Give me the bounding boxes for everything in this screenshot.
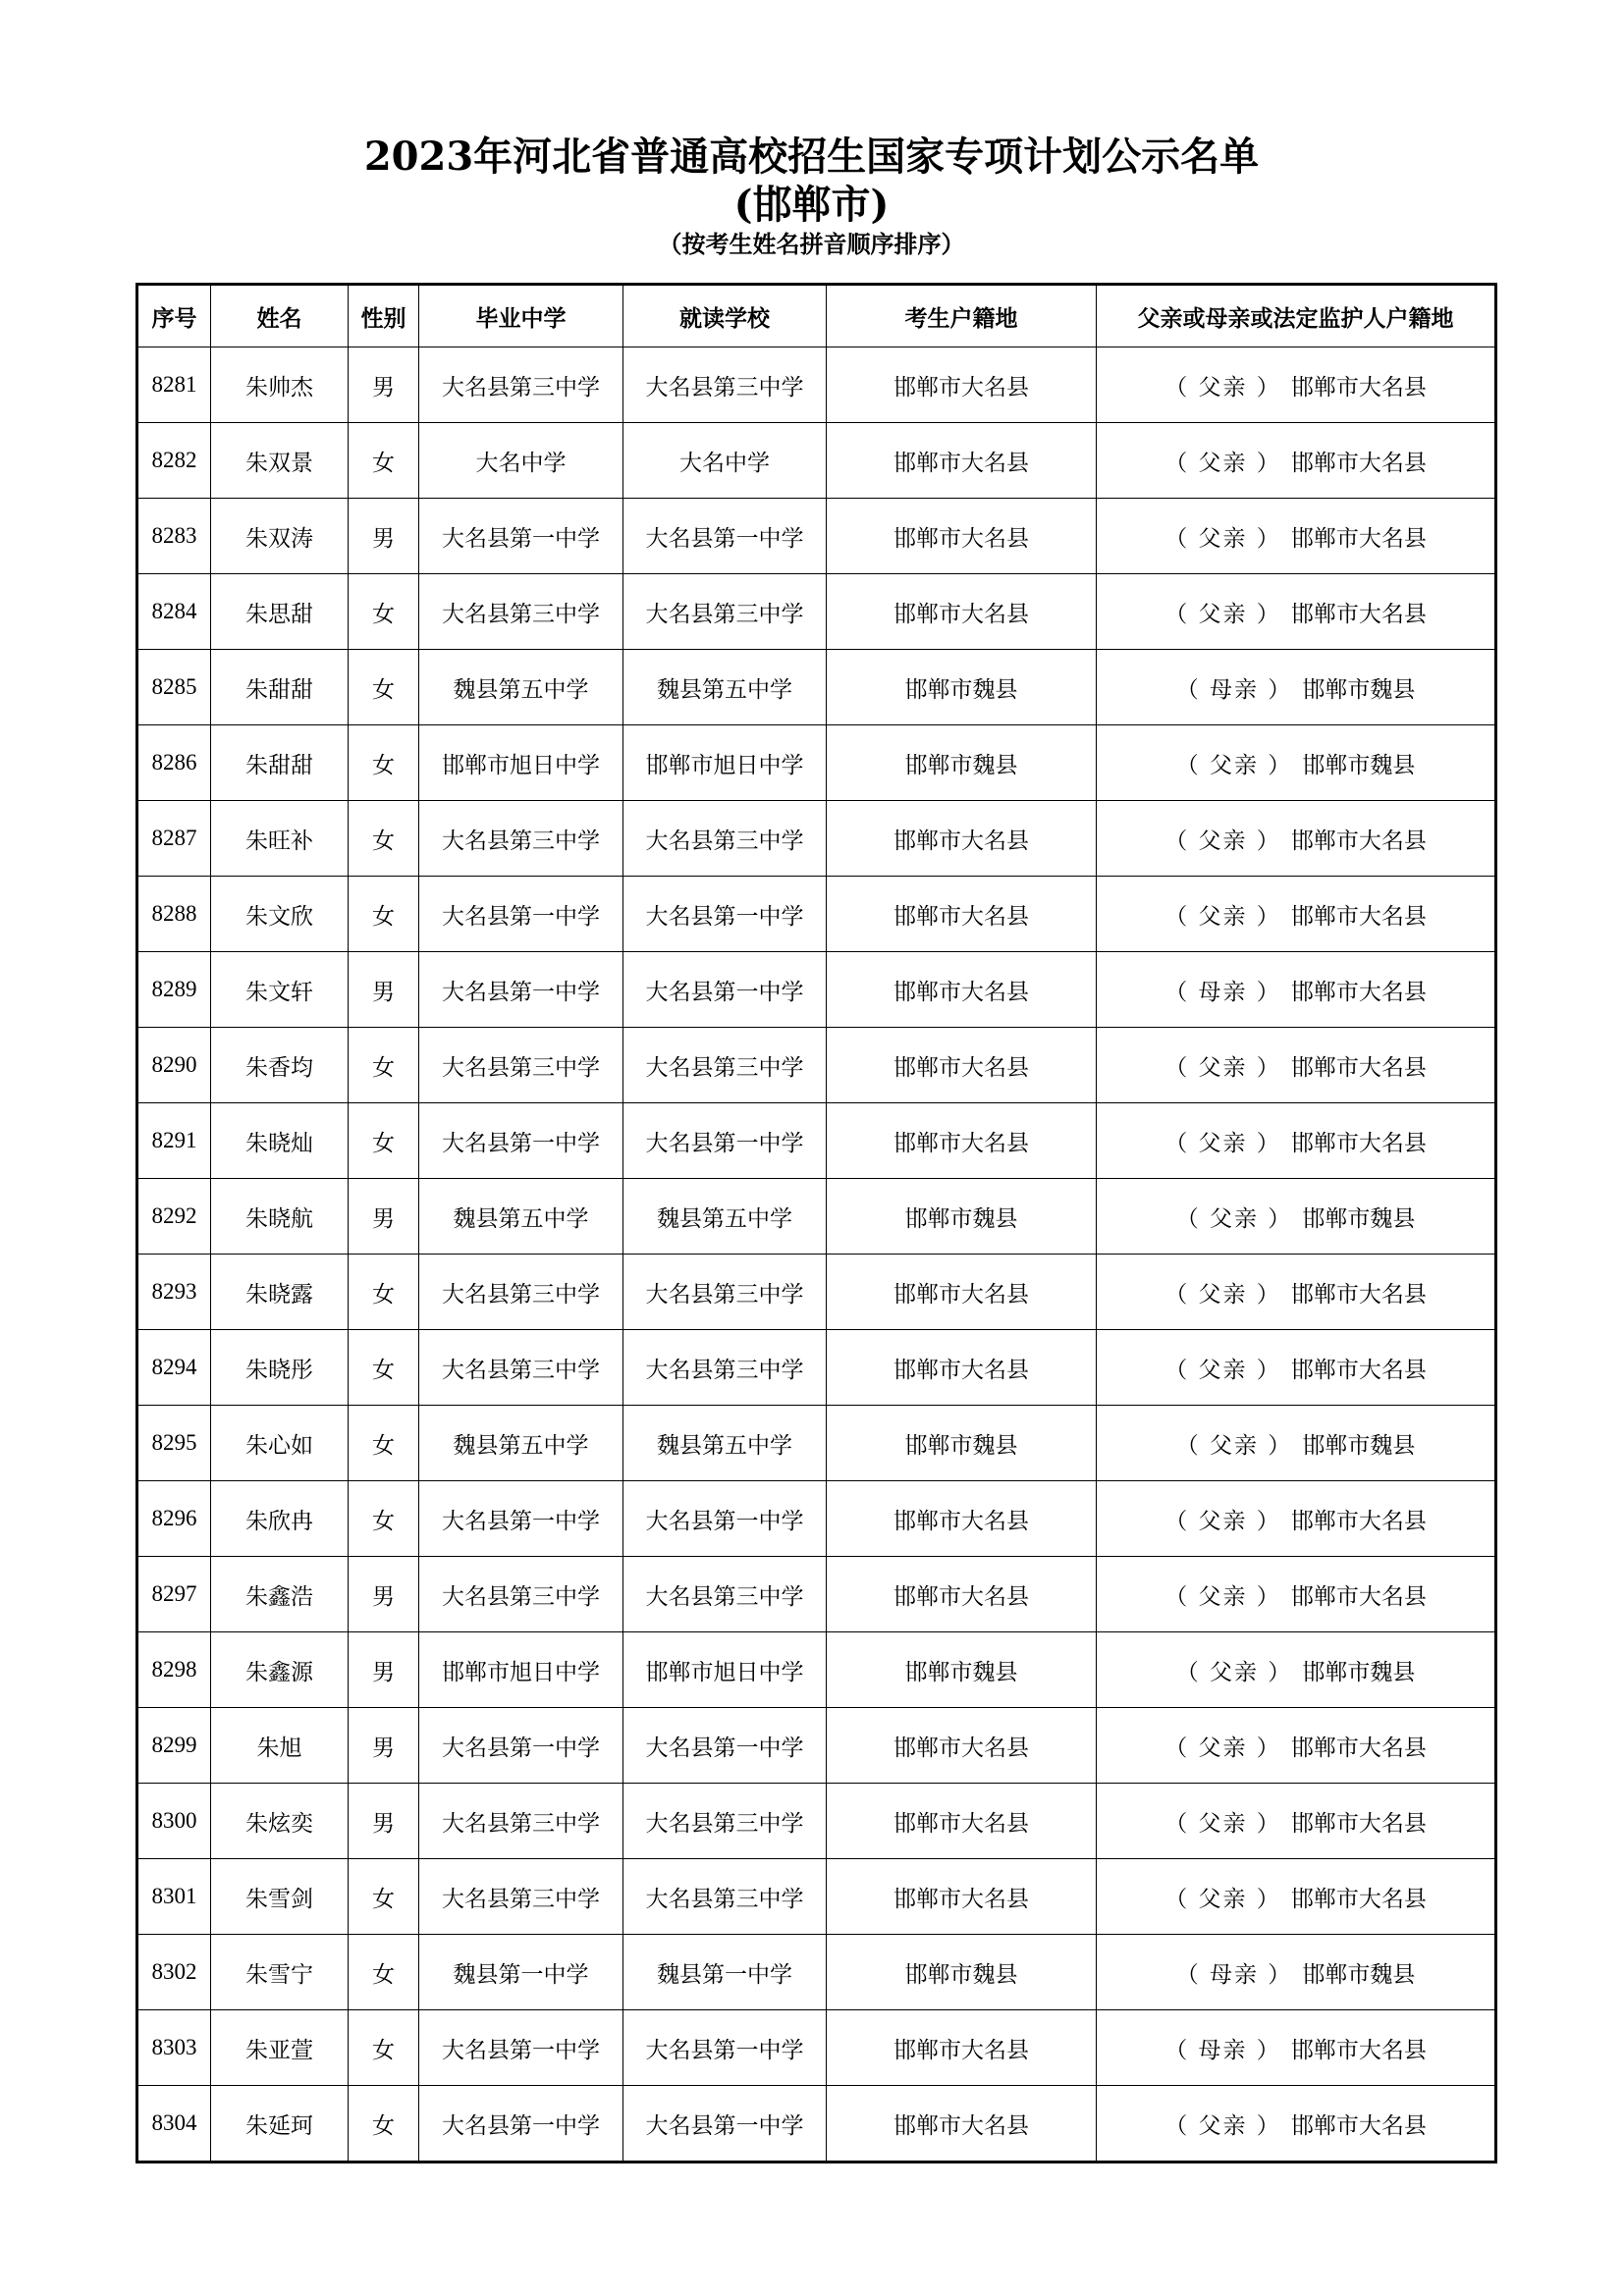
- sort-note: （按考生姓名拼音顺序排序）: [658, 230, 965, 258]
- graduation-school: 魏县第五中学: [419, 1179, 623, 1255]
- row-number: 8284: [137, 574, 211, 650]
- guardian-relation: （ 父亲 ）: [1164, 1886, 1281, 1912]
- current-school: 大名中学: [623, 423, 827, 499]
- table-body: [137, 347, 1496, 2163]
- row-number: 8288: [137, 877, 211, 952]
- guardian-relation: （ 父亲 ）: [1164, 374, 1281, 400]
- student-name: 朱旺补: [211, 801, 349, 877]
- guardian-hukou-cell: [1097, 725, 1496, 801]
- guardian-hukou: 邯郸市大名县: [1290, 1583, 1427, 1610]
- guardian-hukou: 邯郸市大名县: [1290, 828, 1427, 854]
- student-gender: 男: [349, 347, 419, 423]
- guardian-hukou-cell: [1097, 1179, 1496, 1255]
- row-number: 8291: [137, 1103, 211, 1179]
- current-school: 大名县第一中学: [623, 952, 827, 1028]
- header-no: 序号: [137, 285, 211, 347]
- student-gender: 女: [349, 725, 419, 801]
- roster-table: [135, 283, 1497, 2163]
- table-row: [137, 1028, 1496, 1103]
- student-hukou: 邯郸市魏县: [827, 1935, 1097, 2010]
- current-school: 大名县第一中学: [623, 2086, 827, 2163]
- guardian-hukou: 邯郸市大名县: [1290, 1054, 1427, 1081]
- guardian-hukou: 邯郸市魏县: [1302, 1432, 1416, 1459]
- guardian-hukou-cell: [1097, 877, 1496, 952]
- graduation-school: 大名县第一中学: [419, 1103, 623, 1179]
- row-number: 8302: [137, 1935, 211, 2010]
- guardian-relation: （ 父亲 ）: [1175, 1659, 1293, 1685]
- guardian-hukou-cell: [1097, 952, 1496, 1028]
- current-school: 魏县第五中学: [623, 1179, 827, 1255]
- graduation-school: 大名县第一中学: [419, 877, 623, 952]
- table-row: [137, 650, 1496, 725]
- table-row: [137, 1784, 1496, 1859]
- guardian-hukou-cell: [1097, 1859, 1496, 1935]
- graduation-school: 大名县第三中学: [419, 347, 623, 423]
- student-gender: 男: [349, 1784, 419, 1859]
- row-number: 8289: [137, 952, 211, 1028]
- guardian-hukou: 邯郸市大名县: [1290, 1281, 1427, 1308]
- guardian-hukou-cell: [1097, 1330, 1496, 1406]
- guardian-hukou: 邯郸市大名县: [1290, 1810, 1427, 1837]
- guardian-hukou: 邯郸市魏县: [1302, 752, 1416, 778]
- table-row: [137, 1103, 1496, 1179]
- guardian-hukou-cell: [1097, 423, 1496, 499]
- current-school: 魏县第一中学: [623, 1935, 827, 2010]
- current-school: 大名县第一中学: [623, 877, 827, 952]
- student-hukou: 邯郸市大名县: [827, 801, 1097, 877]
- graduation-school: 大名县第三中学: [419, 1255, 623, 1330]
- guardian-hukou-cell: [1097, 1406, 1496, 1481]
- table-row: [137, 1406, 1496, 1481]
- guardian-hukou: 邯郸市大名县: [1290, 2037, 1427, 2063]
- current-school: 大名县第一中学: [623, 1103, 827, 1179]
- graduation-school: 大名县第一中学: [419, 2010, 623, 2086]
- guardian-relation: （ 父亲 ）: [1164, 1130, 1281, 1156]
- guardian-hukou: 邯郸市大名县: [1290, 1130, 1427, 1156]
- table-row: [137, 2010, 1496, 2086]
- student-gender: 男: [349, 1179, 419, 1255]
- current-school: 魏县第五中学: [623, 1406, 827, 1481]
- current-school: 大名县第一中学: [623, 1481, 827, 1557]
- table-row: [137, 2086, 1496, 2163]
- current-school: 大名县第三中学: [623, 1859, 827, 1935]
- current-school: 大名县第三中学: [623, 1255, 827, 1330]
- header-gender: 性别: [349, 285, 419, 347]
- guardian-relation: （ 母亲 ）: [1164, 979, 1281, 1005]
- student-name: 朱文轩: [211, 952, 349, 1028]
- student-name: 朱欣冉: [211, 1481, 349, 1557]
- student-hukou: 邯郸市魏县: [827, 650, 1097, 725]
- student-name: 朱甜甜: [211, 650, 349, 725]
- row-number: 8296: [137, 1481, 211, 1557]
- student-name: 朱炫奕: [211, 1784, 349, 1859]
- guardian-hukou: 邯郸市大名县: [1290, 374, 1427, 400]
- current-school: 大名县第三中学: [623, 1784, 827, 1859]
- guardian-hukou-cell: [1097, 499, 1496, 574]
- student-gender: 女: [349, 877, 419, 952]
- student-gender: 男: [349, 1557, 419, 1632]
- guardian-relation: （ 父亲 ）: [1164, 1281, 1281, 1308]
- guardian-hukou: 邯郸市大名县: [1290, 1735, 1427, 1761]
- current-school: 大名县第一中学: [623, 1708, 827, 1784]
- student-name: 朱晓露: [211, 1255, 349, 1330]
- graduation-school: 邯郸市旭日中学: [419, 1632, 623, 1708]
- student-hukou: 邯郸市大名县: [827, 952, 1097, 1028]
- student-name: 朱甜甜: [211, 725, 349, 801]
- student-name: 朱雪剑: [211, 1859, 349, 1935]
- guardian-relation: （ 父亲 ）: [1175, 1432, 1293, 1459]
- row-number: 8287: [137, 801, 211, 877]
- row-number: 8300: [137, 1784, 211, 1859]
- guardian-relation: （ 父亲 ）: [1164, 525, 1281, 552]
- table-row: [137, 1481, 1496, 1557]
- current-school: 大名县第三中学: [623, 347, 827, 423]
- graduation-school: 大名县第三中学: [419, 1784, 623, 1859]
- student-gender: 女: [349, 1859, 419, 1935]
- guardian-relation: （ 母亲 ）: [1164, 2037, 1281, 2063]
- guardian-relation: （ 父亲 ）: [1164, 1735, 1281, 1761]
- student-hukou: 邯郸市魏县: [827, 1406, 1097, 1481]
- graduation-school: 魏县第一中学: [419, 1935, 623, 2010]
- table-header-row: [137, 285, 1496, 347]
- row-number: 8295: [137, 1406, 211, 1481]
- graduation-school: 大名县第三中学: [419, 1859, 623, 1935]
- table-row: [137, 347, 1496, 423]
- current-school: 大名县第三中学: [623, 1557, 827, 1632]
- table-row: [137, 952, 1496, 1028]
- guardian-hukou: 邯郸市魏县: [1302, 1961, 1416, 1988]
- student-name: 朱旭: [211, 1708, 349, 1784]
- student-name: 朱思甜: [211, 574, 349, 650]
- student-hukou: 邯郸市大名县: [827, 1028, 1097, 1103]
- student-gender: 女: [349, 423, 419, 499]
- row-number: 8293: [137, 1255, 211, 1330]
- guardian-hukou: 邯郸市大名县: [1290, 601, 1427, 627]
- guardian-relation: （ 父亲 ）: [1164, 1583, 1281, 1610]
- guardian-hukou-cell: [1097, 1028, 1496, 1103]
- graduation-school: 大名县第三中学: [419, 1330, 623, 1406]
- table-row: [137, 1859, 1496, 1935]
- guardian-hukou-cell: [1097, 2010, 1496, 2086]
- guardian-relation: （ 父亲 ）: [1175, 1205, 1293, 1232]
- student-gender: 女: [349, 1255, 419, 1330]
- table-row: [137, 801, 1496, 877]
- document-title: 2023年河北省普通高校招生国家专项计划公示名单: [363, 133, 1260, 180]
- guardian-relation: （ 父亲 ）: [1164, 1357, 1281, 1383]
- graduation-school: 大名中学: [419, 423, 623, 499]
- table-row: [137, 1557, 1496, 1632]
- header-grad-school: 毕业中学: [419, 285, 623, 347]
- student-name: 朱心如: [211, 1406, 349, 1481]
- guardian-hukou: 邯郸市大名县: [1290, 450, 1427, 476]
- table-row: [137, 1935, 1496, 2010]
- current-school: 邯郸市旭日中学: [623, 725, 827, 801]
- table-row: [137, 725, 1496, 801]
- graduation-school: 大名县第一中学: [419, 1708, 623, 1784]
- guardian-relation: （ 父亲 ）: [1164, 450, 1281, 476]
- student-name: 朱晓灿: [211, 1103, 349, 1179]
- current-school: 大名县第三中学: [623, 574, 827, 650]
- student-hukou: 邯郸市魏县: [827, 725, 1097, 801]
- graduation-school: 大名县第一中学: [419, 2086, 623, 2163]
- row-number: 8294: [137, 1330, 211, 1406]
- guardian-hukou: 邯郸市大名县: [1290, 1357, 1427, 1383]
- guardian-hukou-cell: [1097, 347, 1496, 423]
- guardian-hukou-cell: [1097, 1255, 1496, 1330]
- guardian-hukou-cell: [1097, 2086, 1496, 2163]
- row-number: 8303: [137, 2010, 211, 2086]
- guardian-hukou: 邯郸市魏县: [1302, 1205, 1416, 1232]
- row-number: 8282: [137, 423, 211, 499]
- document-subtitle: (邯郸市): [733, 182, 890, 228]
- guardian-hukou: 邯郸市魏县: [1302, 676, 1416, 703]
- graduation-school: 魏县第五中学: [419, 650, 623, 725]
- student-gender: 女: [349, 1028, 419, 1103]
- graduation-school: 大名县第三中学: [419, 801, 623, 877]
- guardian-hukou-cell: [1097, 574, 1496, 650]
- student-gender: 女: [349, 650, 419, 725]
- graduation-school: 大名县第三中学: [419, 574, 623, 650]
- student-hukou: 邯郸市大名县: [827, 423, 1097, 499]
- student-hukou: 邯郸市大名县: [827, 1784, 1097, 1859]
- graduation-school: 大名县第一中学: [419, 499, 623, 574]
- student-gender: 女: [349, 2086, 419, 2163]
- guardian-hukou-cell: [1097, 1708, 1496, 1784]
- guardian-hukou-cell: [1097, 1557, 1496, 1632]
- student-name: 朱文欣: [211, 877, 349, 952]
- current-school: 大名县第三中学: [623, 1028, 827, 1103]
- row-number: 8297: [137, 1557, 211, 1632]
- table-row: [137, 1255, 1496, 1330]
- graduation-school: 邯郸市旭日中学: [419, 725, 623, 801]
- student-hukou: 邯郸市大名县: [827, 1859, 1097, 1935]
- guardian-relation: （ 父亲 ）: [1164, 1508, 1281, 1534]
- guardian-hukou-cell: [1097, 1481, 1496, 1557]
- graduation-school: 大名县第三中学: [419, 1028, 623, 1103]
- row-number: 8301: [137, 1859, 211, 1935]
- guardian-relation: （ 父亲 ）: [1164, 828, 1281, 854]
- guardian-relation: （ 父亲 ）: [1164, 601, 1281, 627]
- student-hukou: 邯郸市大名县: [827, 347, 1097, 423]
- student-gender: 女: [349, 1103, 419, 1179]
- table-row: [137, 1708, 1496, 1784]
- header-name: 姓名: [211, 285, 349, 347]
- table-row: [137, 877, 1496, 952]
- header-guardian-hukou: 父亲或母亲或法定监护人户籍地: [1097, 285, 1496, 347]
- row-number: 8299: [137, 1708, 211, 1784]
- guardian-hukou: 邯郸市大名县: [1290, 525, 1427, 552]
- guardian-relation: （ 父亲 ）: [1175, 752, 1293, 778]
- student-hukou: 邯郸市大名县: [827, 1255, 1097, 1330]
- student-hukou: 邯郸市大名县: [827, 574, 1097, 650]
- student-name: 朱延珂: [211, 2086, 349, 2163]
- student-hukou: 邯郸市魏县: [827, 1179, 1097, 1255]
- student-gender: 女: [349, 1481, 419, 1557]
- student-gender: 女: [349, 1935, 419, 2010]
- guardian-relation: （ 母亲 ）: [1175, 676, 1293, 703]
- student-gender: 男: [349, 952, 419, 1028]
- current-school: 魏县第五中学: [623, 650, 827, 725]
- guardian-hukou: 邯郸市大名县: [1290, 1886, 1427, 1912]
- current-school: 大名县第三中学: [623, 801, 827, 877]
- table-row: [137, 499, 1496, 574]
- graduation-school: 大名县第一中学: [419, 1481, 623, 1557]
- graduation-school: 大名县第三中学: [419, 1557, 623, 1632]
- student-hukou: 邯郸市大名县: [827, 877, 1097, 952]
- guardian-hukou-cell: [1097, 801, 1496, 877]
- header-hukou: 考生户籍地: [827, 285, 1097, 347]
- student-gender: 男: [349, 1632, 419, 1708]
- row-number: 8292: [137, 1179, 211, 1255]
- student-name: 朱双涛: [211, 499, 349, 574]
- student-hukou: 邯郸市大名县: [827, 2010, 1097, 2086]
- row-number: 8285: [137, 650, 211, 725]
- graduation-school: 魏县第五中学: [419, 1406, 623, 1481]
- student-name: 朱鑫浩: [211, 1557, 349, 1632]
- student-name: 朱雪宁: [211, 1935, 349, 2010]
- table-row: [137, 1179, 1496, 1255]
- row-number: 8286: [137, 725, 211, 801]
- guardian-hukou-cell: [1097, 650, 1496, 725]
- current-school: 大名县第一中学: [623, 499, 827, 574]
- guardian-relation: （ 父亲 ）: [1164, 903, 1281, 930]
- header-study-school: 就读学校: [623, 285, 827, 347]
- guardian-hukou-cell: [1097, 1784, 1496, 1859]
- student-hukou: 邯郸市大名县: [827, 1330, 1097, 1406]
- row-number: 8298: [137, 1632, 211, 1708]
- guardian-hukou: 邯郸市魏县: [1302, 1659, 1416, 1685]
- student-hukou: 邯郸市大名县: [827, 1481, 1097, 1557]
- guardian-hukou-cell: [1097, 1632, 1496, 1708]
- row-number: 8281: [137, 347, 211, 423]
- current-school: 邯郸市旭日中学: [623, 1632, 827, 1708]
- student-name: 朱晓航: [211, 1179, 349, 1255]
- student-hukou: 邯郸市大名县: [827, 499, 1097, 574]
- guardian-hukou: 邯郸市大名县: [1290, 1508, 1427, 1534]
- student-gender: 女: [349, 574, 419, 650]
- student-name: 朱鑫源: [211, 1632, 349, 1708]
- student-gender: 女: [349, 801, 419, 877]
- guardian-hukou: 邯郸市大名县: [1290, 903, 1427, 930]
- guardian-relation: （ 父亲 ）: [1164, 1810, 1281, 1837]
- student-gender: 男: [349, 499, 419, 574]
- guardian-hukou: 邯郸市大名县: [1290, 979, 1427, 1005]
- student-hukou: 邯郸市大名县: [827, 2086, 1097, 2163]
- graduation-school: 大名县第一中学: [419, 952, 623, 1028]
- student-name: 朱帅杰: [211, 347, 349, 423]
- table-row: [137, 423, 1496, 499]
- student-gender: 女: [349, 1330, 419, 1406]
- current-school: 大名县第一中学: [623, 2010, 827, 2086]
- student-name: 朱香均: [211, 1028, 349, 1103]
- table-row: [137, 1632, 1496, 1708]
- guardian-relation: （ 父亲 ）: [1164, 1054, 1281, 1081]
- student-gender: 男: [349, 1708, 419, 1784]
- guardian-hukou: 邯郸市大名县: [1290, 2112, 1427, 2139]
- student-gender: 女: [349, 2010, 419, 2086]
- guardian-relation: （ 父亲 ）: [1164, 2112, 1281, 2139]
- guardian-hukou-cell: [1097, 1103, 1496, 1179]
- student-hukou: 邯郸市大名县: [827, 1557, 1097, 1632]
- student-hukou: 邯郸市大名县: [827, 1103, 1097, 1179]
- student-gender: 女: [349, 1406, 419, 1481]
- student-name: 朱晓彤: [211, 1330, 349, 1406]
- table-row: [137, 1330, 1496, 1406]
- row-number: 8283: [137, 499, 211, 574]
- guardian-relation: （ 母亲 ）: [1175, 1961, 1293, 1988]
- row-number: 8304: [137, 2086, 211, 2163]
- current-school: 大名县第三中学: [623, 1330, 827, 1406]
- row-number: 8290: [137, 1028, 211, 1103]
- student-name: 朱双景: [211, 423, 349, 499]
- table-row: [137, 574, 1496, 650]
- student-hukou: 邯郸市魏县: [827, 1632, 1097, 1708]
- student-hukou: 邯郸市大名县: [827, 1708, 1097, 1784]
- guardian-hukou-cell: [1097, 1935, 1496, 2010]
- student-name: 朱亚萱: [211, 2010, 349, 2086]
